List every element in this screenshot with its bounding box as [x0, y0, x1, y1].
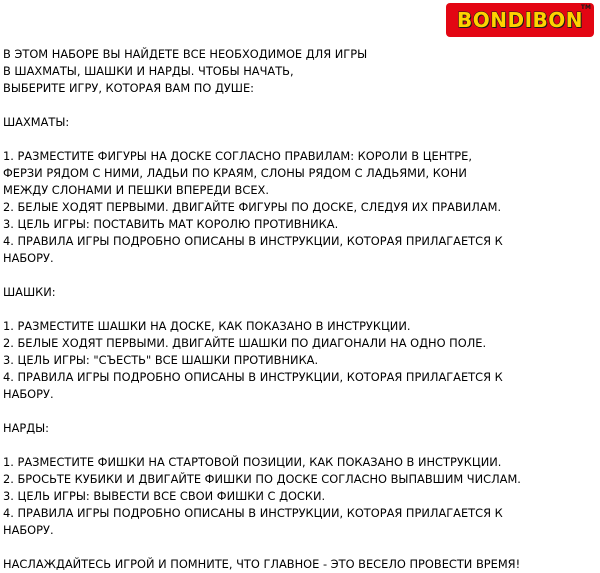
backgammon-heading: НАРДЫ:	[3, 421, 50, 435]
backgammon-rule-line: 2. БРОСЬТЕ КУБИКИ И ДВИГАЙТЕ ФИШКИ ПО ДОСКЕ СОГЛАСНО ВЫПАВШИМ ЧИСЛАМ.	[3, 472, 521, 486]
backgammon-rule-line: 3. ЦЕЛЬ ИГРЫ: ВЫВЕСТИ ВСЕ СВОИ ФИШКИ С ДОСКИ.	[3, 489, 326, 503]
checkers-section	[3, 284, 597, 403]
chess-rule-line: 2. БЕЛЫЕ ХОДЯТ ПЕРВЫМИ. ДВИГАЙТЕ ФИГУРЫ ПО ДОСКЕ, СЛЕДУЯ ИХ ПРАВИЛАМ.	[3, 200, 502, 214]
checkers-heading: ШАШКИ:	[3, 285, 56, 299]
checkers-rule-line: 4. ПРАВИЛА ИГРЫ ПОДРОБНО ОПИСАНЫ В ИНСТРУКЦИИ, КОТОРАЯ ПРИЛАГАЕТСЯ К	[3, 370, 503, 384]
checkers-rule-line: 2. БЕЛЫЕ ХОДЯТ ПЕРВЫМИ. ДВИГАЙТЕ ШАШКИ ПО ДИАГОНАЛИ НА ОДНО ПОЛЕ.	[3, 336, 487, 350]
checkers-rule-line: 3. ЦЕЛЬ ИГРЫ: "СЪЕСТЬ" ВСЕ ШАШКИ ПРОТИВНИКА.	[3, 353, 319, 367]
spacer	[3, 403, 597, 420]
spacer	[3, 437, 597, 454]
intro-paragraph	[3, 46, 597, 97]
instructions-text	[3, 46, 597, 573]
chess-rule-line: НАБОРУ.	[3, 251, 54, 265]
intro-line: В ШАХМАТЫ, ШАШКИ И НАРДЫ. ЧТОБЫ НАЧАТЬ,	[3, 64, 294, 78]
closing-line: НАСЛАЖДАЙТЕСЬ ИГРОЙ И ПОМНИТЕ, ЧТО ГЛАВНОЕ - ЭТО ВЕСЕЛО ПРОВЕСТИ ВРЕМЯ!	[3, 557, 521, 571]
spacer	[3, 301, 597, 318]
checkers-rule-line: НАБОРУ.	[3, 387, 54, 401]
trademark-mark: TM	[580, 4, 591, 11]
backgammon-section	[3, 420, 597, 539]
chess-rule-line: МЕЖДУ СЛОНАМИ И ПЕШКИ ВПЕРЕДИ ВСЕХ.	[3, 183, 269, 197]
logo-wordmark: BONDIBON	[456, 8, 583, 32]
spacer	[3, 97, 597, 114]
chess-rule-line: ФЕРЗИ РЯДОМ С НИМИ, ЛАДЬИ ПО КРАЯМ, СЛОНЫ РЯДОМ С ЛАДЬЯМИ, КОНИ	[3, 166, 467, 180]
spacer	[3, 131, 597, 148]
chess-heading: ШАХМАТЫ:	[3, 115, 70, 129]
backgammon-rule-line: НАБОРУ.	[3, 523, 54, 537]
backgammon-rule-line: 1. РАЗМЕСТИТЕ ФИШКИ НА СТАРТОВОЙ ПОЗИЦИИ, КАК ПОКАЗАНО В ИНСТРУКЦИИ.	[3, 455, 502, 469]
intro-line: В ЭТОМ НАБОРЕ ВЫ НАЙДЕТЕ ВСЕ НЕОБХОДИМОЕ ДЛЯ ИГРЫ	[3, 47, 368, 61]
chess-rule-line: 3. ЦЕЛЬ ИГРЫ: ПОСТАВИТЬ МАТ КОРОЛЮ ПРОТИВНИКА.	[3, 217, 339, 231]
spacer	[3, 539, 597, 556]
chess-rule-line: 4. ПРАВИЛА ИГРЫ ПОДРОБНО ОПИСАНЫ В ИНСТРУКЦИИ, КОТОРАЯ ПРИЛАГАЕТСЯ К	[3, 234, 503, 248]
chess-section	[3, 114, 597, 267]
bondibon-logo	[446, 3, 594, 37]
chess-rule-line: 1. РАЗМЕСТИТЕ ФИГУРЫ НА ДОСКЕ СОГЛАСНО ПРАВИЛАМ: КОРОЛИ В ЦЕНТРЕ,	[3, 149, 472, 163]
intro-line: ВЫБЕРИТЕ ИГРУ, КОТОРАЯ ВАМ ПО ДУШЕ:	[3, 81, 254, 95]
spacer	[3, 267, 597, 284]
checkers-rule-line: 1. РАЗМЕСТИТЕ ШАШКИ НА ДОСКЕ, КАК ПОКАЗАНО В ИНСТРУКЦИИ.	[3, 319, 411, 333]
backgammon-rule-line: 4. ПРАВИЛА ИГРЫ ПОДРОБНО ОПИСАНЫ В ИНСТРУКЦИИ, КОТОРАЯ ПРИЛАГАЕТСЯ К	[3, 506, 503, 520]
